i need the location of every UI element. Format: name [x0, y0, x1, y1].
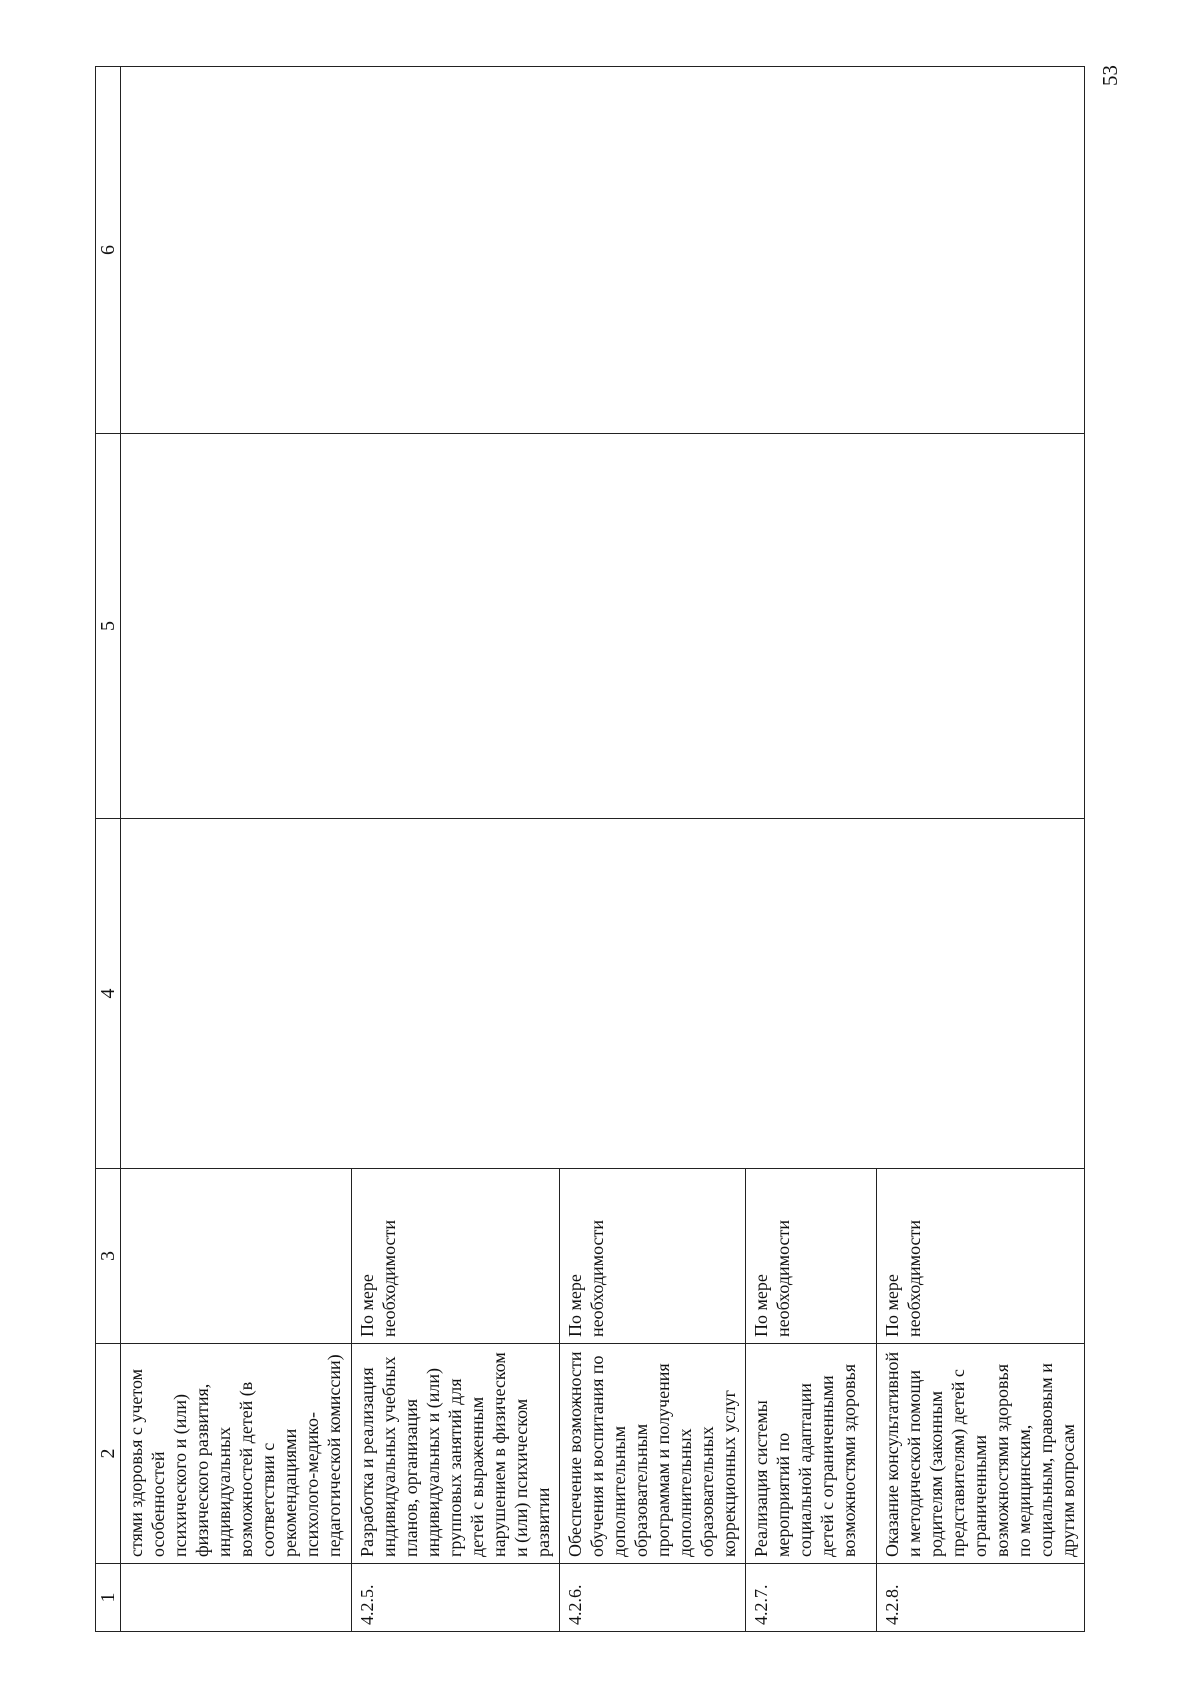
table-header-row [96, 67, 121, 1632]
page-number: 53 [1098, 65, 1122, 86]
row-number: 4.2.5. [351, 1564, 559, 1632]
plan-table [95, 66, 1085, 1632]
row-action: Разработка и реализация индивидуальных учебных планов, организация индивидуальных и (или) групповых занятий для детей с выраженным нарушением в физическом и (или) психическом развитии [351, 1344, 559, 1564]
header-col-1: 1 [96, 1564, 121, 1632]
row-action: Оказание консультативной и методической помощи родителям (законным представителям) детей с ограниченными возможностями здоровья по медицинским, социальным, правовым и другим вопросам [876, 1344, 1084, 1564]
row-number [121, 1564, 351, 1632]
table-row [121, 67, 351, 1632]
header-col-6: 6 [96, 67, 121, 434]
header-col-5: 5 [96, 434, 121, 819]
row-number: 4.2.6. [559, 1564, 745, 1632]
row-term [121, 1169, 351, 1344]
row-term: По мере необходимости [351, 1169, 559, 1344]
row-action: стями здоровья с учетом особенностей психического и (или) физического развития, индивидуальных возможностей детей (в соответствии с рекомендациями психолого-медико-педагогической комиссии) [121, 1344, 351, 1564]
row-term: По мере необходимости [876, 1169, 1084, 1344]
row-action: Обеспечение возможности обучения и воспитания по дополнительным образовательным программам и получения дополнительных образовательных коррекционных услуг [559, 1344, 745, 1564]
row-number: 4.2.7. [745, 1564, 876, 1632]
header-col-4: 4 [96, 819, 121, 1169]
col-6-cell [121, 67, 1085, 434]
header-col-2: 2 [96, 1344, 121, 1564]
row-number: 4.2.8. [876, 1564, 1084, 1632]
row-term: По мере необходимости [559, 1169, 745, 1344]
header-col-3: 3 [96, 1169, 121, 1344]
row-action: Реализация системы мероприятий по социальной адаптации детей с ограниченными возможностями здоровья [745, 1344, 876, 1564]
table-container [95, 67, 1085, 1632]
col-4-cell [121, 819, 1085, 1169]
col-5-cell [121, 434, 1085, 819]
row-term: По мере необходимости [745, 1169, 876, 1344]
